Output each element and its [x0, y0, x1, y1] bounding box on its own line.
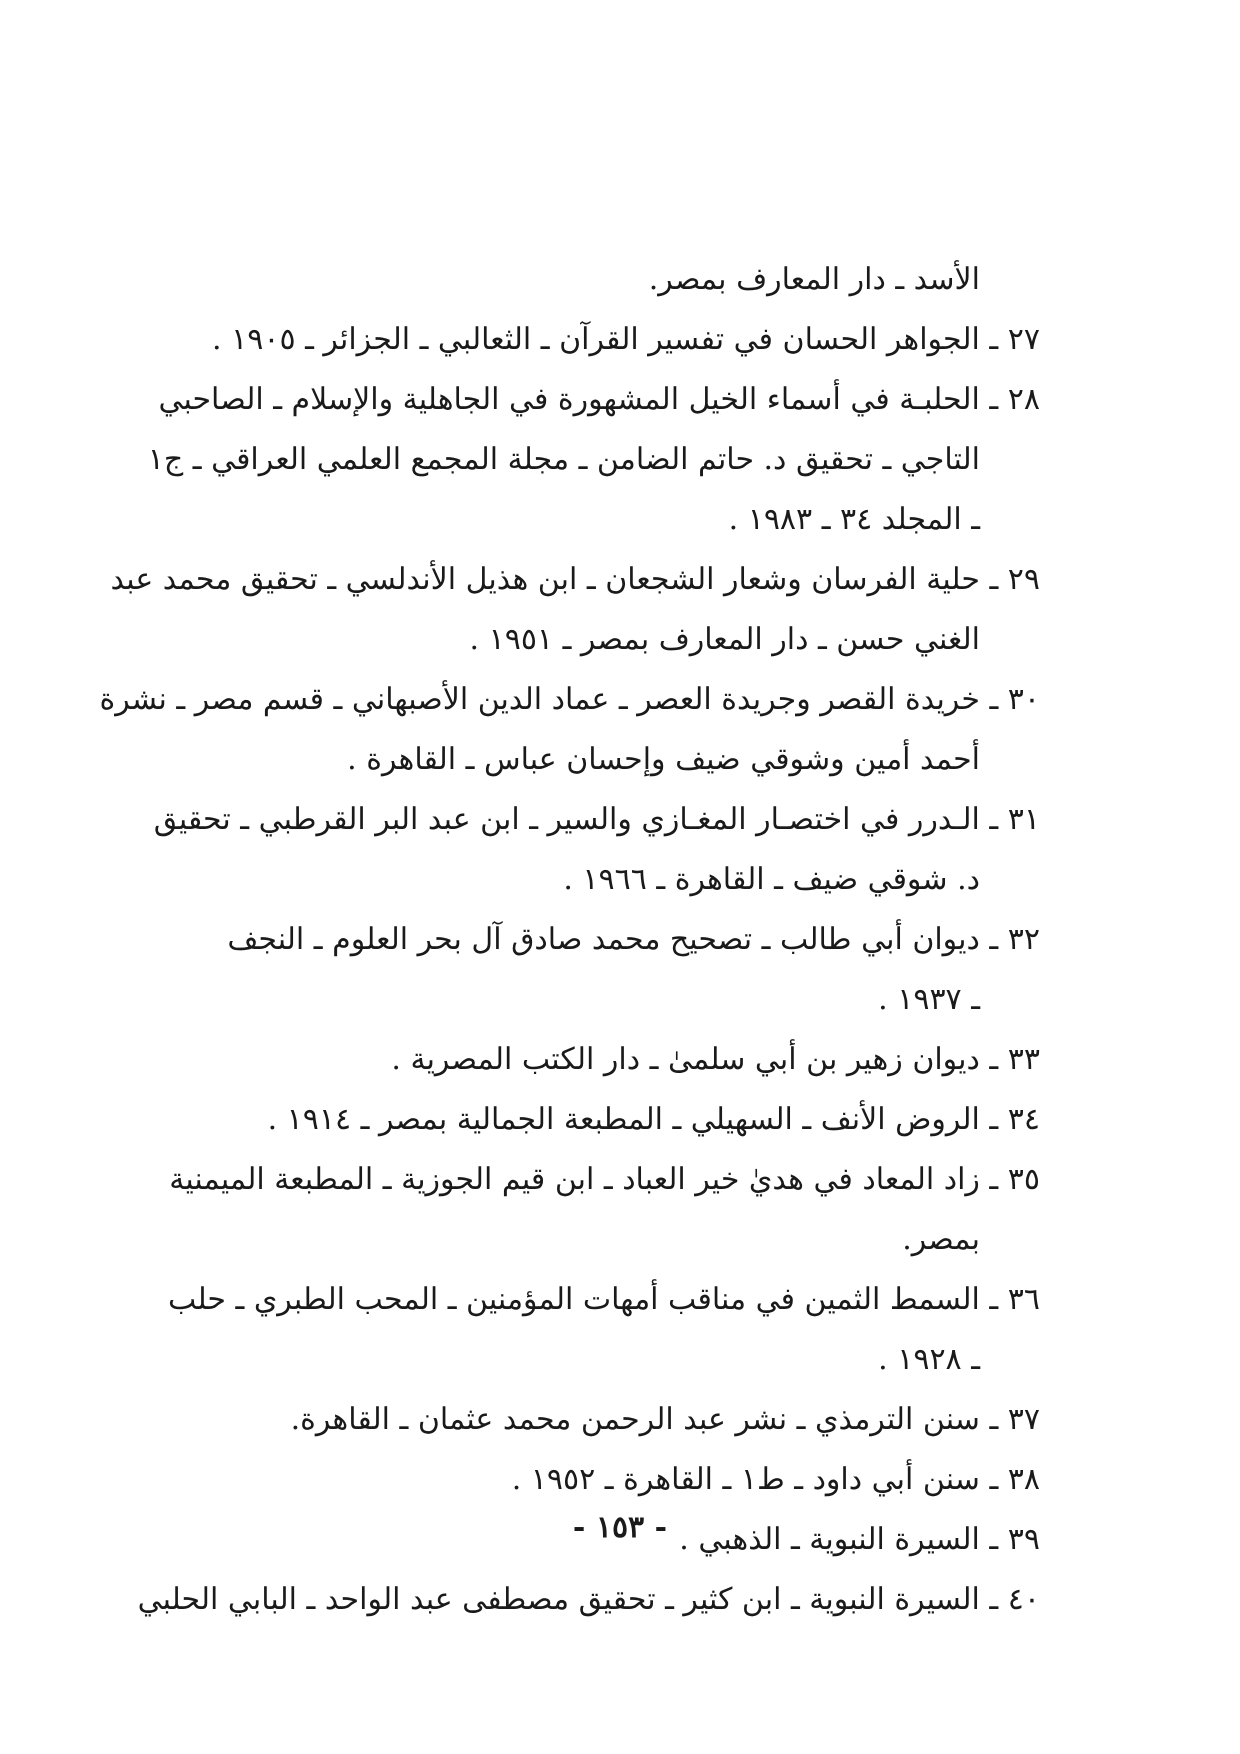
entry-line: ٣١ ـ الـدرر في اختصـار المغـازي والسير ـ ابن عبد البر القرطبي ـ تحقيق	[153, 802, 1040, 837]
entry-line: ٣٠ ـ خريدة القصر وجريدة العصر ـ عماد الدين الأصبهاني ـ قسم مصر ـ نشرة	[99, 682, 1040, 717]
entry-line: ٣٦ ـ السمط الثمين في مناقب أمهات المؤمنين ـ المحب الطبري ـ حلب	[168, 1282, 1040, 1317]
bibliography-entry	[137, 1570, 1040, 1630]
entry-line: ـ ١٩٢٨ .	[878, 1342, 980, 1377]
entry-line: الغني حسن ـ دار المعارف بمصر ـ ١٩٥١ .	[469, 622, 980, 657]
entry-line: ٢٧ ـ الجواهر الحسان في تفسير القرآن ـ الثعالبي ـ الجزائر ـ ١٩٠٥ .	[212, 322, 1040, 357]
entry-line: ٣٧ ـ سنن الترمذي ـ نشر عبد الرحمن محمد عثمان ـ القاهرة.	[290, 1402, 1040, 1437]
entry-line: الأسد ـ دار المعارف بمصر.	[648, 262, 980, 297]
bibliography-entry	[200, 310, 1040, 370]
entry-line: ٣٣ ـ ديوان زهير بن أبي سلمىٰ ـ دار الكتب المصرية .	[391, 1042, 1040, 1077]
bibliography-entry	[200, 1090, 1040, 1150]
bibliography-entry	[200, 1390, 1040, 1450]
bibliography-entry	[99, 670, 1040, 790]
bibliography-entry	[169, 1150, 1040, 1270]
entry-line: ـ المجلد ٣٤ ـ ١٩٨٣ .	[728, 502, 980, 537]
entry-line: ٣٥ ـ زاد المعاد في هديٰ خير العباد ـ ابن قيم الجوزية ـ المطبعة الميمنية	[169, 1162, 1040, 1197]
entry-line: ـ ١٩٣٧ .	[878, 982, 980, 1017]
bibliography-entry	[153, 790, 1040, 910]
bibliography-entry	[147, 370, 1040, 550]
entry-line: ٣٩ ـ السيرة النبوية ـ الذهبي .	[679, 1522, 1040, 1557]
entry-line: ٢٩ ـ حلية الفرسان وشعار الشجعان ـ ابن هذيل الأندلسي ـ تحقيق محمد عبد	[110, 562, 1040, 597]
entry-line: ٣٤ ـ الروض الأنف ـ السهيلي ـ المطبعة الجمالية بمصر ـ ١٩١٤ .	[267, 1102, 1040, 1137]
entry-line: أحمد أمين وشوقي ضيف وإحسان عباس ـ القاهرة .	[347, 742, 980, 777]
bibliography-entry	[168, 1270, 1040, 1390]
bibliography-entry	[200, 910, 1040, 1030]
entry-line: بمصر.	[902, 1222, 980, 1257]
entry-line: ٤٠ ـ السيرة النبوية ـ ابن كثير ـ تحقيق مصطفى عبد الواحد ـ البابي الحلبي	[137, 1582, 1040, 1617]
bibliography-entry	[110, 550, 1040, 670]
bibliography-entry	[200, 1030, 1040, 1090]
entry-continuation	[200, 250, 1040, 310]
entry-line: ٣٢ ـ ديوان أبي طالب ـ تصحيح محمد صادق آل بحر العلوم ـ النجف	[227, 922, 1040, 957]
bibliography-list	[99, 250, 1040, 1630]
entry-line: التاجي ـ تحقيق د. حاتم الضامن ـ مجلة المجمع العلمي العراقي ـ ج١	[147, 442, 980, 477]
bibliography-entry	[200, 1450, 1040, 1510]
entry-line: د. شوقي ضيف ـ القاهرة ـ ١٩٦٦ .	[563, 862, 980, 897]
entry-line: ٣٨ ـ سنن أبي داود ـ ط١ ـ القاهرة ـ ١٩٥٢ .	[511, 1462, 1040, 1497]
entry-line: ٢٨ ـ الحلبـة في أسماء الخيل المشهورة في الجاهلية والإسلام ـ الصاحبي	[158, 382, 1040, 417]
page-number: - ١٥٣ -	[572, 1510, 668, 1545]
